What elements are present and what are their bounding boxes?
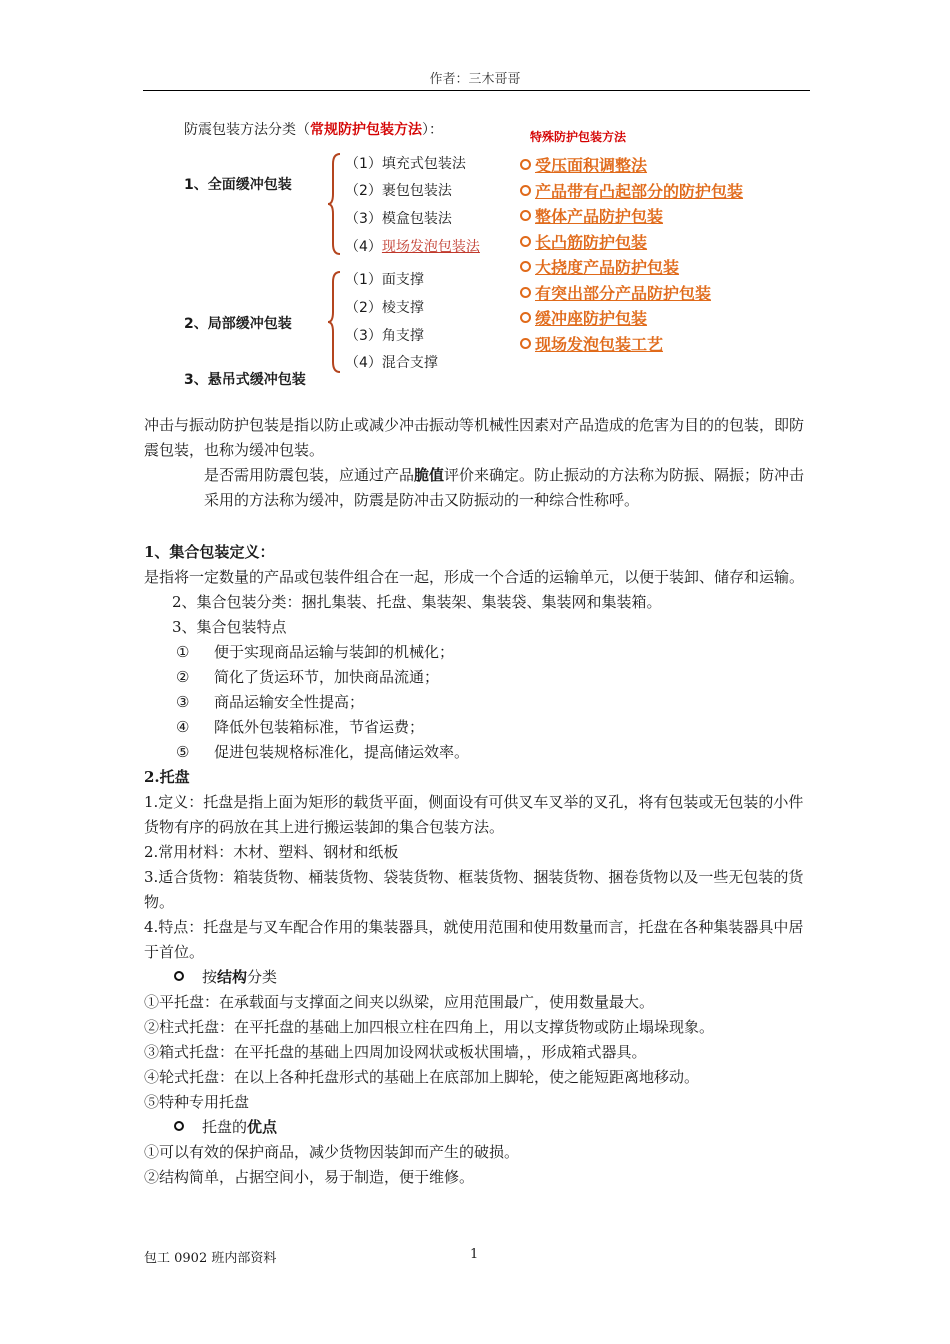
method-item: （1）填充式包装法 [345,156,466,172]
brace-partial-cushion [326,270,342,374]
diagram-title-suffix: ）： [422,122,443,138]
ring-bullet-icon [174,1121,184,1131]
special-method-item[interactable]: 现场发泡包装工艺 [520,332,743,358]
section-heading-pallet: 2.托盘 [144,768,190,786]
advantages-bullet: 托盘的优点 [144,1115,810,1140]
special-methods-title: 特殊防护包装方法 [530,130,627,144]
method-item: （3）模盒包装法 [345,211,452,227]
feature-item: ① 便于实现商品运输与装卸的机械化； [176,643,455,661]
intro-paragraph-2: 是否需用防震包装，应通过产品脆值评价来确定。防止振动的方法称为防振、隔振；防冲击采用的方法称为缓冲，防震是防冲击又防振动的一种综合性称呼。 [204,466,805,509]
feature-item: ⑤ 促进包装规格标准化，提高储运效率。 [176,743,470,761]
ring-bullet-icon [520,261,531,272]
feature-item: ③ 商品运输安全性提高； [176,693,365,711]
ring-bullet-icon [520,287,531,298]
support-item: （1）面支撑 [345,272,424,288]
ring-bullet-icon [520,312,531,323]
page-header: 作者：三木哥哥 [429,72,521,87]
special-method-item[interactable]: 长凸筋防护包装 [520,230,743,256]
special-method-item[interactable]: 缓冲座防护包装 [520,306,743,332]
ring-bullet-icon [174,971,184,981]
special-method-item[interactable]: 受压面积调整法 [520,153,743,179]
page-number: 1 [470,1247,479,1262]
diagram-title-red: 常规防护包装方法 [310,122,422,138]
ring-bullet-icon [520,210,531,221]
feature-item: ④ 降低外包装箱标准，节省运费； [176,718,425,736]
classification-paragraph: 2、集合包装分类：捆扎集装、托盘、集装架、集装袋、集装网和集装箱。 [172,593,662,611]
pallet-type: ③箱式托盘：在平托盘的基础上四周加设网状或板状围墙，，形成箱式器具。 [144,1043,647,1061]
special-methods-list [520,153,743,357]
support-item: （4）混合支撑 [345,355,438,371]
diagram-title-prefix: 防震包装方法分类（ [184,122,310,138]
ring-bullet-icon [520,236,531,247]
category-suspended-cushion: 3、悬吊式缓冲包装 [184,372,306,388]
pallet-definition: 1.定义：托盘是指上面为矩形的载货平面，侧面设有可供叉车叉举的叉孔，将有包装或无包装的小件货物有序的码放在其上进行搬运装卸的集合包装方法。 [144,793,804,836]
pallet-type: ④轮式托盘：在以上各种托盘形式的基础上在底部加上脚轮，使之能短距离地移动。 [144,1068,700,1086]
advantage-item: ①可以有效的保护商品，减少货物因装卸而产生的破损。 [144,1143,520,1161]
header-rule [143,90,810,91]
pallet-features: 4.特点：托盘是与叉车配合作用的集装器具，就使用范围和使用数量而言，托盘在各种集装器具中居于首位。 [144,918,804,961]
support-item: （2）棱支撑 [345,300,424,316]
method-item: （2）裹包包装法 [345,183,452,199]
foam-in-place-link[interactable]: 现场发泡包装法 [381,239,480,255]
special-method-item[interactable]: 产品带有凸起部分的防护包装 [520,179,743,205]
ring-bullet-icon [520,185,531,196]
pallet-type: ⑤特种专用托盘 [144,1093,250,1111]
special-method-item[interactable]: 大挠度产品防护包装 [520,255,743,281]
method-item [345,236,480,256]
pallet-type: ②柱式托盘：在平托盘的基础上加四根立柱在四角上，用以支撑货物或防止塌垛现象。 [144,1018,715,1036]
special-method-item[interactable]: 有突出部分产品防护包装 [520,281,743,307]
advantage-item: ②结构简单，占据空间小，易于制造，便于维修。 [144,1168,475,1186]
pallet-goods: 3.适合货物：箱装货物、桶装货物、袋装货物、框装货物、捆装货物、捆卷货物以及一些无包装的货物。 [144,868,804,911]
pallet-materials: 2.常用材料：木材、塑料、钢材和纸板 [144,843,399,861]
section-collective-packaging [144,540,810,1190]
fragility-term: 脆值 [414,466,445,484]
pallet-type: ①平托盘：在承载面与支撑面之间夹以纵梁，应用范围最广，使用数量最大。 [144,993,655,1011]
intro-section [144,413,810,513]
features-title: 3、集合包装特点 [172,618,287,636]
ring-bullet-icon [520,338,531,349]
support-item: （3）角支撑 [345,328,424,344]
category-full-cushion: 1、全面缓冲包装 [184,177,292,193]
footer-label: 包工 0902 班内部资料 [144,1251,277,1266]
feature-item: ② 简化了货运环节，加快商品流通； [176,668,440,686]
structure-bullet: 按结构分类 [144,965,810,990]
method-item-number: （4） [345,239,382,255]
section-heading: 1、集合包装定义： [144,543,275,561]
definition-paragraph: 是指将一定数量的产品或包装件组合在一起，形成一个合适的运输单元，以便于装卸、储存和运输。 [144,568,805,586]
brace-full-cushion [326,152,342,256]
intro-paragraph: 冲击与振动防护包装是指以防止或减少冲击振动等机械性因素对产品造成的危害为目的的包装，即防震包装，也称为缓冲包装。 [144,416,805,459]
special-method-item[interactable]: 整体产品防护包装 [520,204,743,230]
ring-bullet-icon [520,159,531,170]
category-partial-cushion: 2、局部缓冲包装 [184,316,292,332]
diagram-title [184,119,443,139]
